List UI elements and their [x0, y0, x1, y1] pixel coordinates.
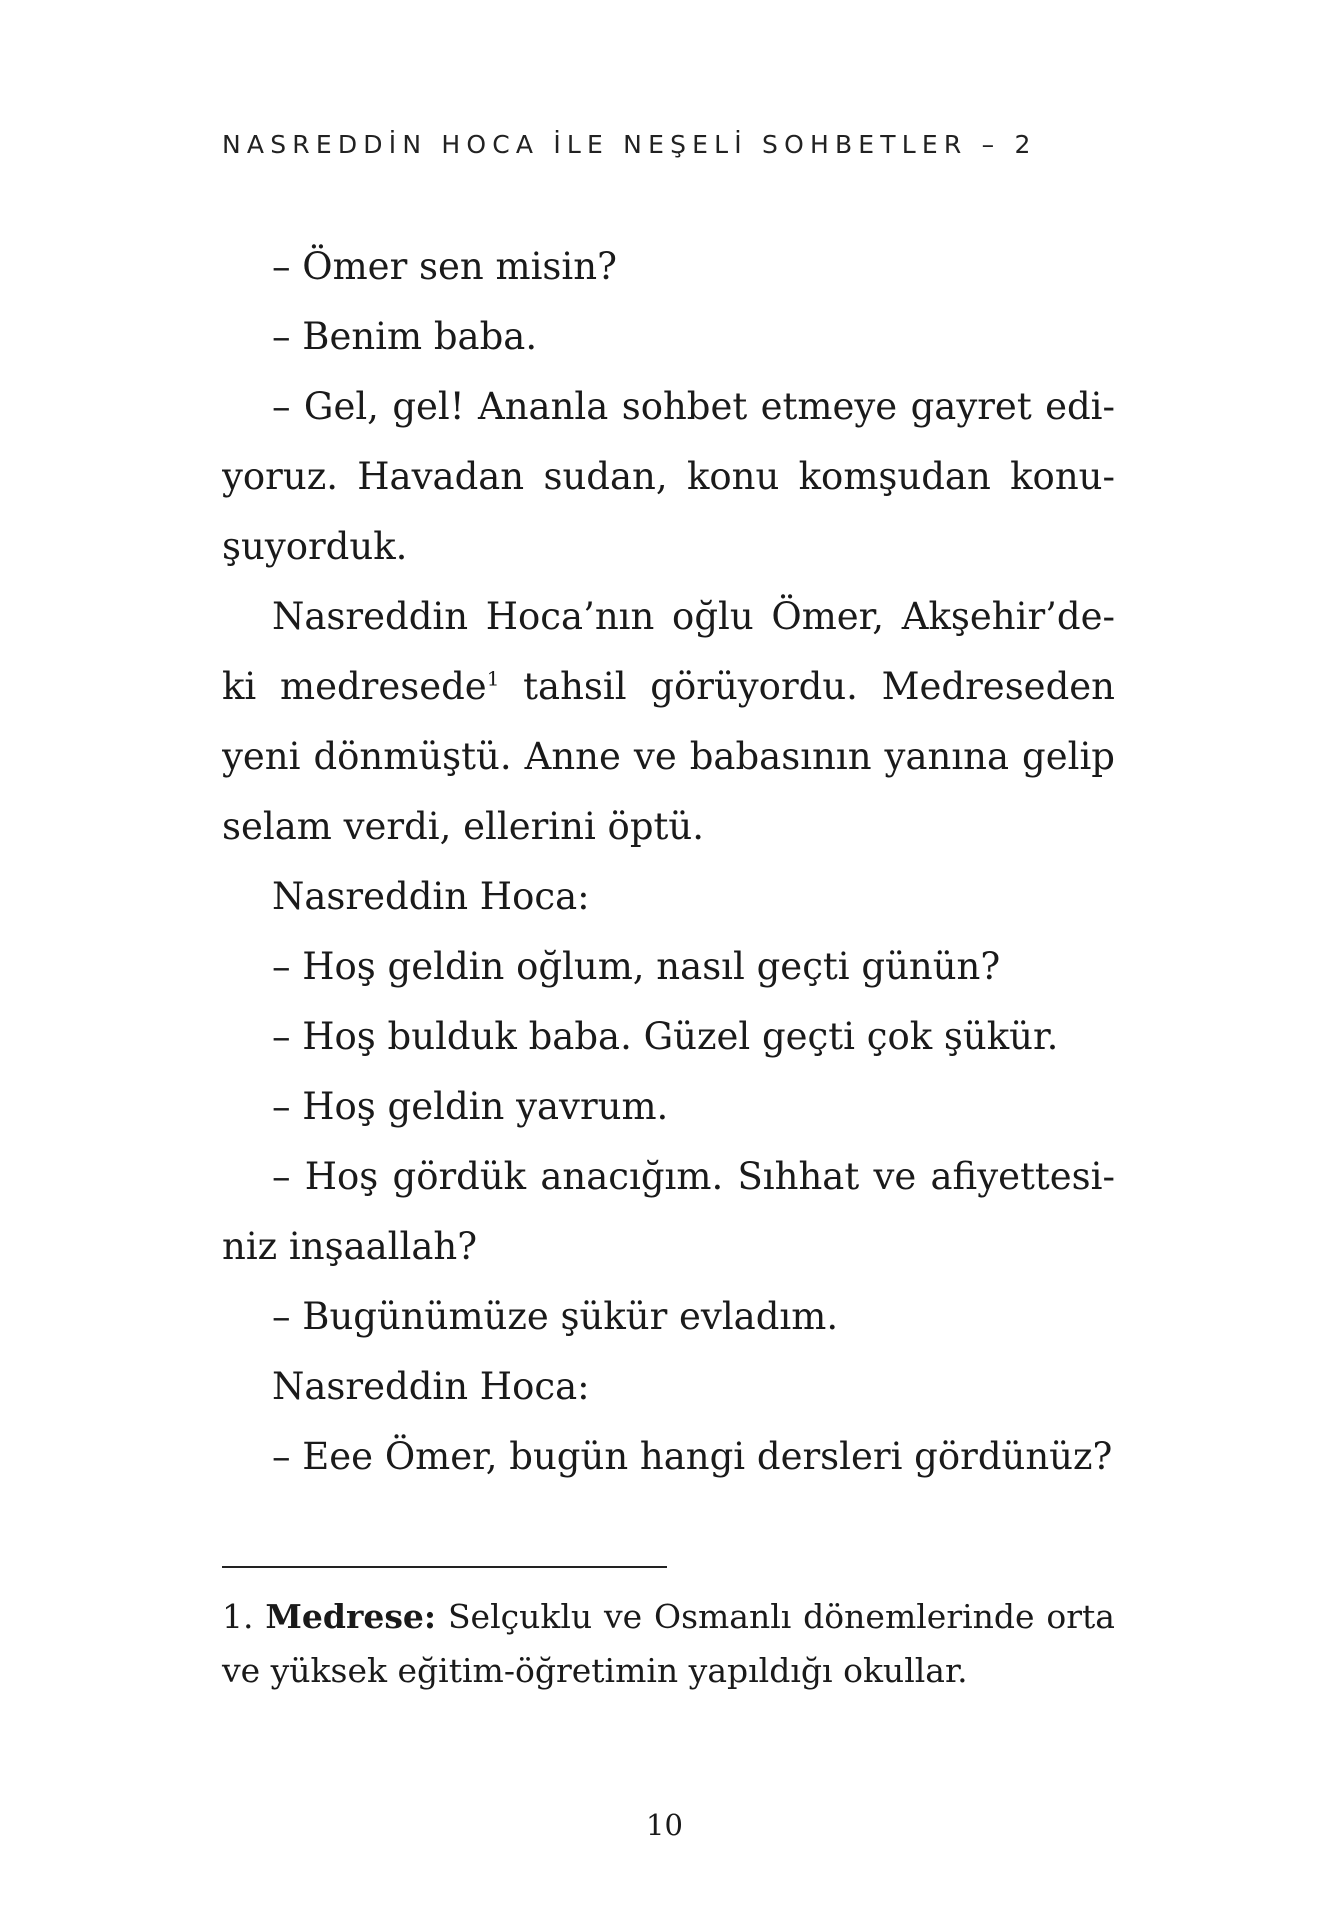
- text-line: – Gel, gel! Ananla sohbet etmeye gayret edi-: [272, 385, 1115, 428]
- text-line: – Hoş gördük anacığım. Sıhhat ve afiyettesi-: [272, 1155, 1115, 1198]
- text-line: niz inşaallah?: [222, 1225, 478, 1268]
- body-text: [222, 232, 1115, 1492]
- footnote-term: Medrese:: [265, 1597, 437, 1636]
- text-line: – Benim baba.: [272, 315, 538, 358]
- text-line: – Hoş bulduk baba. Güzel geçti çok şükür.: [272, 1015, 1059, 1058]
- text-line: Nasreddin Hoca:: [272, 875, 590, 918]
- text-line: – Hoş geldin yavrum.: [272, 1085, 669, 1128]
- text-line: selam verdi, ellerini öptü.: [222, 805, 704, 848]
- running-header: NASREDDİN HOCA İLE NEŞELİ SOHBETLER – 2: [222, 130, 1037, 159]
- text-line: Nasreddin Hoca:: [272, 1365, 590, 1408]
- footnote: [222, 1590, 1115, 1698]
- text-line: – Hoş geldin oğlum, nasıl geçti günün?: [272, 945, 1001, 988]
- text-line: şuyorduk.: [222, 525, 408, 568]
- text-line: yeni dönmüştü. Anne ve babasının yanına gelip: [222, 735, 1115, 778]
- footnote-marker: 1: [486, 666, 500, 691]
- footnote-line: ve yüksek eğitim-öğretimin yapıldığı okullar.: [222, 1651, 968, 1690]
- text-line: – Ömer sen misin?: [272, 245, 617, 288]
- text-line-with-footnote: [222, 652, 1115, 722]
- text-line: – Eee Ömer, bugün hangi dersleri gördünüz?: [272, 1435, 1113, 1478]
- text-fragment: ki medresede: [222, 665, 487, 708]
- text-line: Nasreddin Hoca’nın oğlu Ömer, Akşehir’de-: [272, 595, 1115, 638]
- text-fragment: tahsil görüyordu. Medreseden: [499, 665, 1115, 708]
- page-number: 10: [646, 1808, 683, 1842]
- text-line: – Bugünümüze şükür evladım.: [272, 1295, 839, 1338]
- footnote-number: 1.: [222, 1597, 254, 1636]
- footnote-line: [222, 1590, 1115, 1644]
- text-line: yoruz. Havadan sudan, konu komşudan konu-: [222, 455, 1115, 498]
- footnote-text: Selçuklu ve Osmanlı dönemlerinde orta: [447, 1597, 1115, 1636]
- footnote-divider: [222, 1566, 667, 1568]
